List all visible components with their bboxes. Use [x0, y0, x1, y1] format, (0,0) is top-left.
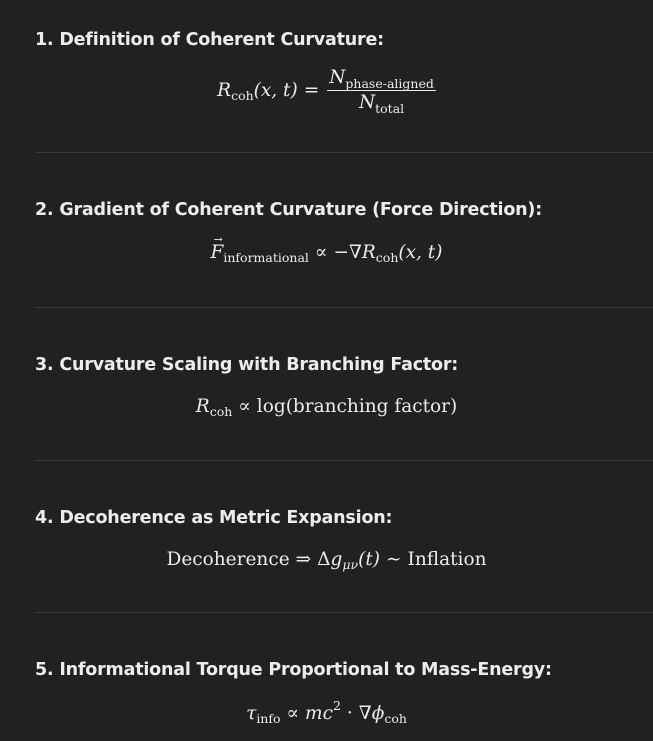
section-4-heading: 4. Decoherence as Metric Expansion:: [35, 508, 393, 528]
divider-3: [35, 460, 653, 461]
divider-4: [35, 612, 653, 613]
log-branching-factor: log(branching factor): [256, 396, 458, 417]
var-n-den: N: [358, 92, 376, 113]
equation-torque: [0, 698, 653, 726]
dot-operator: ·: [346, 703, 353, 724]
section-2-heading: 2. Gradient of Coherent Curvature (Force Direction):: [35, 200, 543, 220]
section-5-heading: 5. Informational Torque Proportional to Mass-Energy:: [35, 660, 552, 680]
sub-coh: coh: [384, 711, 407, 726]
var-tau: τ: [246, 703, 257, 724]
decoherence-text: Decoherence: [166, 549, 290, 570]
var-r: R: [195, 396, 210, 417]
inflation-text: Inflation: [407, 549, 487, 570]
implies-sign: ⇒: [295, 549, 312, 570]
var-mc: mc: [305, 703, 333, 724]
var-n-num: N: [329, 67, 346, 88]
fraction: [327, 67, 436, 116]
sub-coh: coh: [375, 250, 399, 265]
var-f-vector: → F: [211, 242, 224, 263]
args-x-t: (x, t): [253, 79, 298, 101]
proportional-sign: ∝: [286, 703, 300, 724]
var-r: R: [361, 242, 376, 263]
sub-coh: coh: [231, 87, 254, 103]
args-x-t: (x, t): [398, 242, 443, 263]
sub-total: total: [375, 101, 405, 116]
equals-sign: =: [303, 79, 320, 101]
delta: Δ: [317, 549, 331, 570]
divider-2: [35, 307, 653, 308]
sup-2: 2: [332, 698, 341, 713]
sub-mu-nu: μν: [342, 557, 359, 572]
args-t: (t): [358, 549, 380, 570]
fraction-denominator: [358, 91, 405, 116]
section-3-heading: 3. Curvature Scaling with Branching Factor:: [35, 355, 459, 375]
section-1-heading: 1. Definition of Coherent Curvature:: [35, 30, 384, 50]
equation-decoherence: [0, 549, 653, 570]
var-r: R: [217, 79, 232, 101]
proportional-sign: ∝: [314, 242, 328, 263]
proportional-sign: ∝: [238, 396, 251, 417]
divider-1: [35, 152, 653, 153]
similar-sign: ∼: [386, 549, 402, 570]
equation-scaling: [0, 396, 653, 417]
sub-info: info: [256, 711, 281, 726]
sub-coh: coh: [209, 404, 233, 419]
var-phi: ϕ: [371, 703, 385, 724]
neg-nabla: −∇: [333, 242, 362, 263]
var-g: g: [330, 549, 343, 570]
sub-phase-aligned: phase-aligned: [345, 76, 434, 91]
nabla: ∇: [358, 703, 372, 724]
sub-informational: informational: [223, 250, 309, 265]
equation-coherent-curvature: [0, 67, 653, 116]
equation-gradient: [0, 242, 653, 263]
fraction-numerator: [327, 67, 436, 91]
